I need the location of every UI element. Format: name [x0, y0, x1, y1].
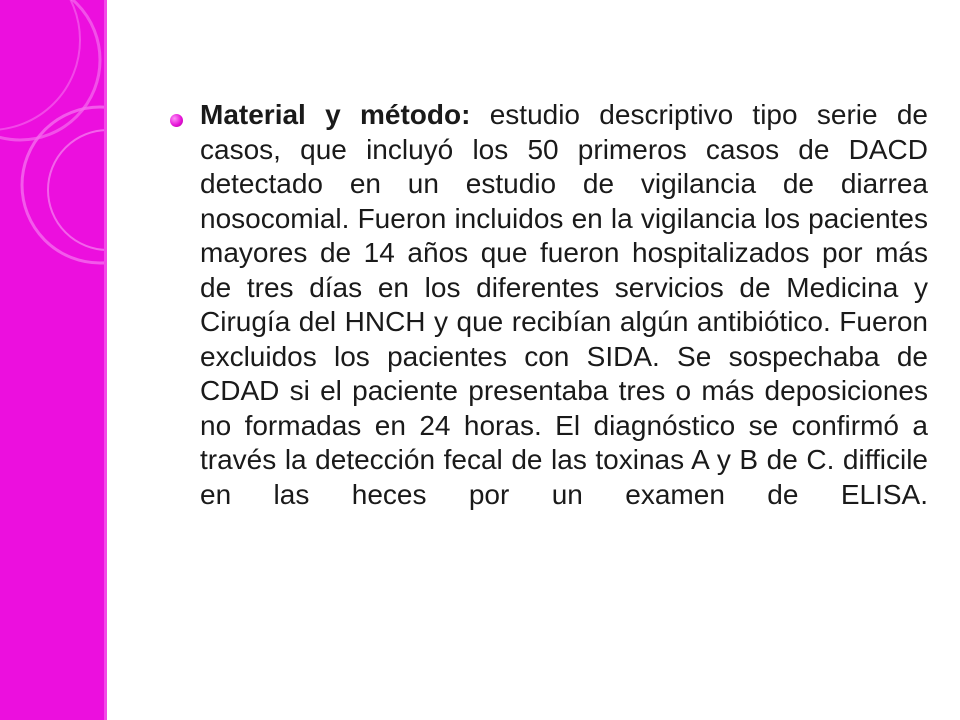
paragraph: [200, 98, 928, 512]
ring-top-outer: [0, 0, 100, 140]
ring-middle: [22, 107, 107, 263]
ring-middle-inner: [48, 130, 107, 250]
content-block: [200, 98, 928, 512]
paragraph-body: estudio descriptivo tipo serie de casos, que incluyó los 50 primeros casos de DACD detectado en un estudio de vigilancia de diarrea nosocomial. Fueron incluidos en la vigilancia los pacientes mayores de 14 años que fueron hospitalizados por más de tres días en los diferentes servicios de Medicina y Cirugía del HNCH y que recibían algún antibiótico. Fueron excluidos los pacientes con SIDA. Se sospechaba de CDAD si el paciente presentaba tres o más deposiciones no formadas en 24 horas. El diagnóstico se confirmó a través la detección fecal de las toxinas A y B de C. difficile en las heces por un examen de ELISA.: [200, 99, 928, 510]
paragraph-lead: Material y método:: [200, 99, 471, 130]
decorative-rings: [0, 0, 107, 720]
decorative-side-band: [0, 0, 107, 720]
ring-top-inner: [0, 0, 80, 130]
bullet-icon: [170, 114, 183, 127]
band-edge: [104, 0, 107, 720]
